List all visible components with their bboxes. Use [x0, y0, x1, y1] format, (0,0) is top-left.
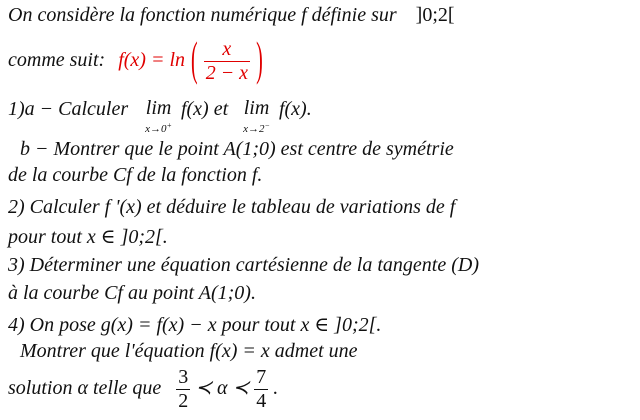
question-4-line-2: Montrer que l'équation f(x) = x admet une — [20, 340, 358, 362]
question-3-line-1: 3) Déterminer une équation cartésienne de la tangente (D) — [8, 254, 479, 276]
ln-numerator: x — [204, 38, 250, 62]
ln-fraction — [204, 38, 250, 85]
question-4-line-3 — [8, 366, 278, 413]
intro-line — [8, 4, 455, 27]
lower-bound-fraction — [176, 366, 190, 413]
q1a-expr2: f(x). — [278, 98, 312, 120]
definition-line — [8, 33, 264, 87]
upper-bound-denominator: 4 — [256, 390, 267, 412]
question-2-line-1: 2) Calculer f '(x) et déduire le tableau de variations de f — [8, 196, 456, 218]
lim1-subscript: x→0+ — [145, 121, 172, 135]
question-1b-line-2: de la courbe Cf de la fonction f. — [8, 164, 263, 186]
intro-text: On considère la fonction numérique f définie sur — [8, 4, 397, 26]
inequality: ≺ α ≺ — [195, 377, 250, 400]
q4-solution-text: solution α telle que — [8, 377, 162, 400]
definition-text: comme suit: — [8, 49, 106, 72]
q1a-expr1: f(x) et — [180, 98, 229, 120]
question-2-line-2: pour tout x ∈ ]0;2[. — [8, 226, 168, 248]
function-definition — [118, 33, 264, 87]
limit-at-zero — [145, 98, 172, 135]
lower-bound-numerator: 3 — [178, 366, 189, 388]
upper-bound-fraction — [254, 366, 268, 413]
question-3-line-2: à la courbe Cf au point A(1;0). — [8, 282, 256, 304]
function-lhs: f(x) = ln — [118, 49, 186, 72]
lim1-word: lim — [145, 97, 172, 119]
left-paren: ( — [191, 33, 198, 87]
question-4-line-1: 4) On pose g(x) = f(x) − x pour tout x ∈ ]0;2[. — [8, 314, 382, 336]
limit-at-two — [243, 98, 270, 135]
ln-denominator: 2 − x — [205, 62, 249, 84]
domain-interval: ]0;2[ — [415, 4, 455, 26]
final-period: . — [273, 377, 279, 400]
question-1a — [8, 98, 312, 135]
upper-bound-numerator: 7 — [256, 366, 267, 388]
lim2-word: lim — [243, 97, 270, 119]
right-paren: ) — [256, 33, 263, 87]
q1a-label: 1)a − Calculer — [8, 98, 129, 120]
lower-bound-denominator: 2 — [178, 390, 189, 412]
lim2-subscript: x→2− — [243, 121, 270, 135]
question-1b-line-1: b − Montrer que le point A(1;0) est centre de symétrie — [20, 138, 454, 160]
